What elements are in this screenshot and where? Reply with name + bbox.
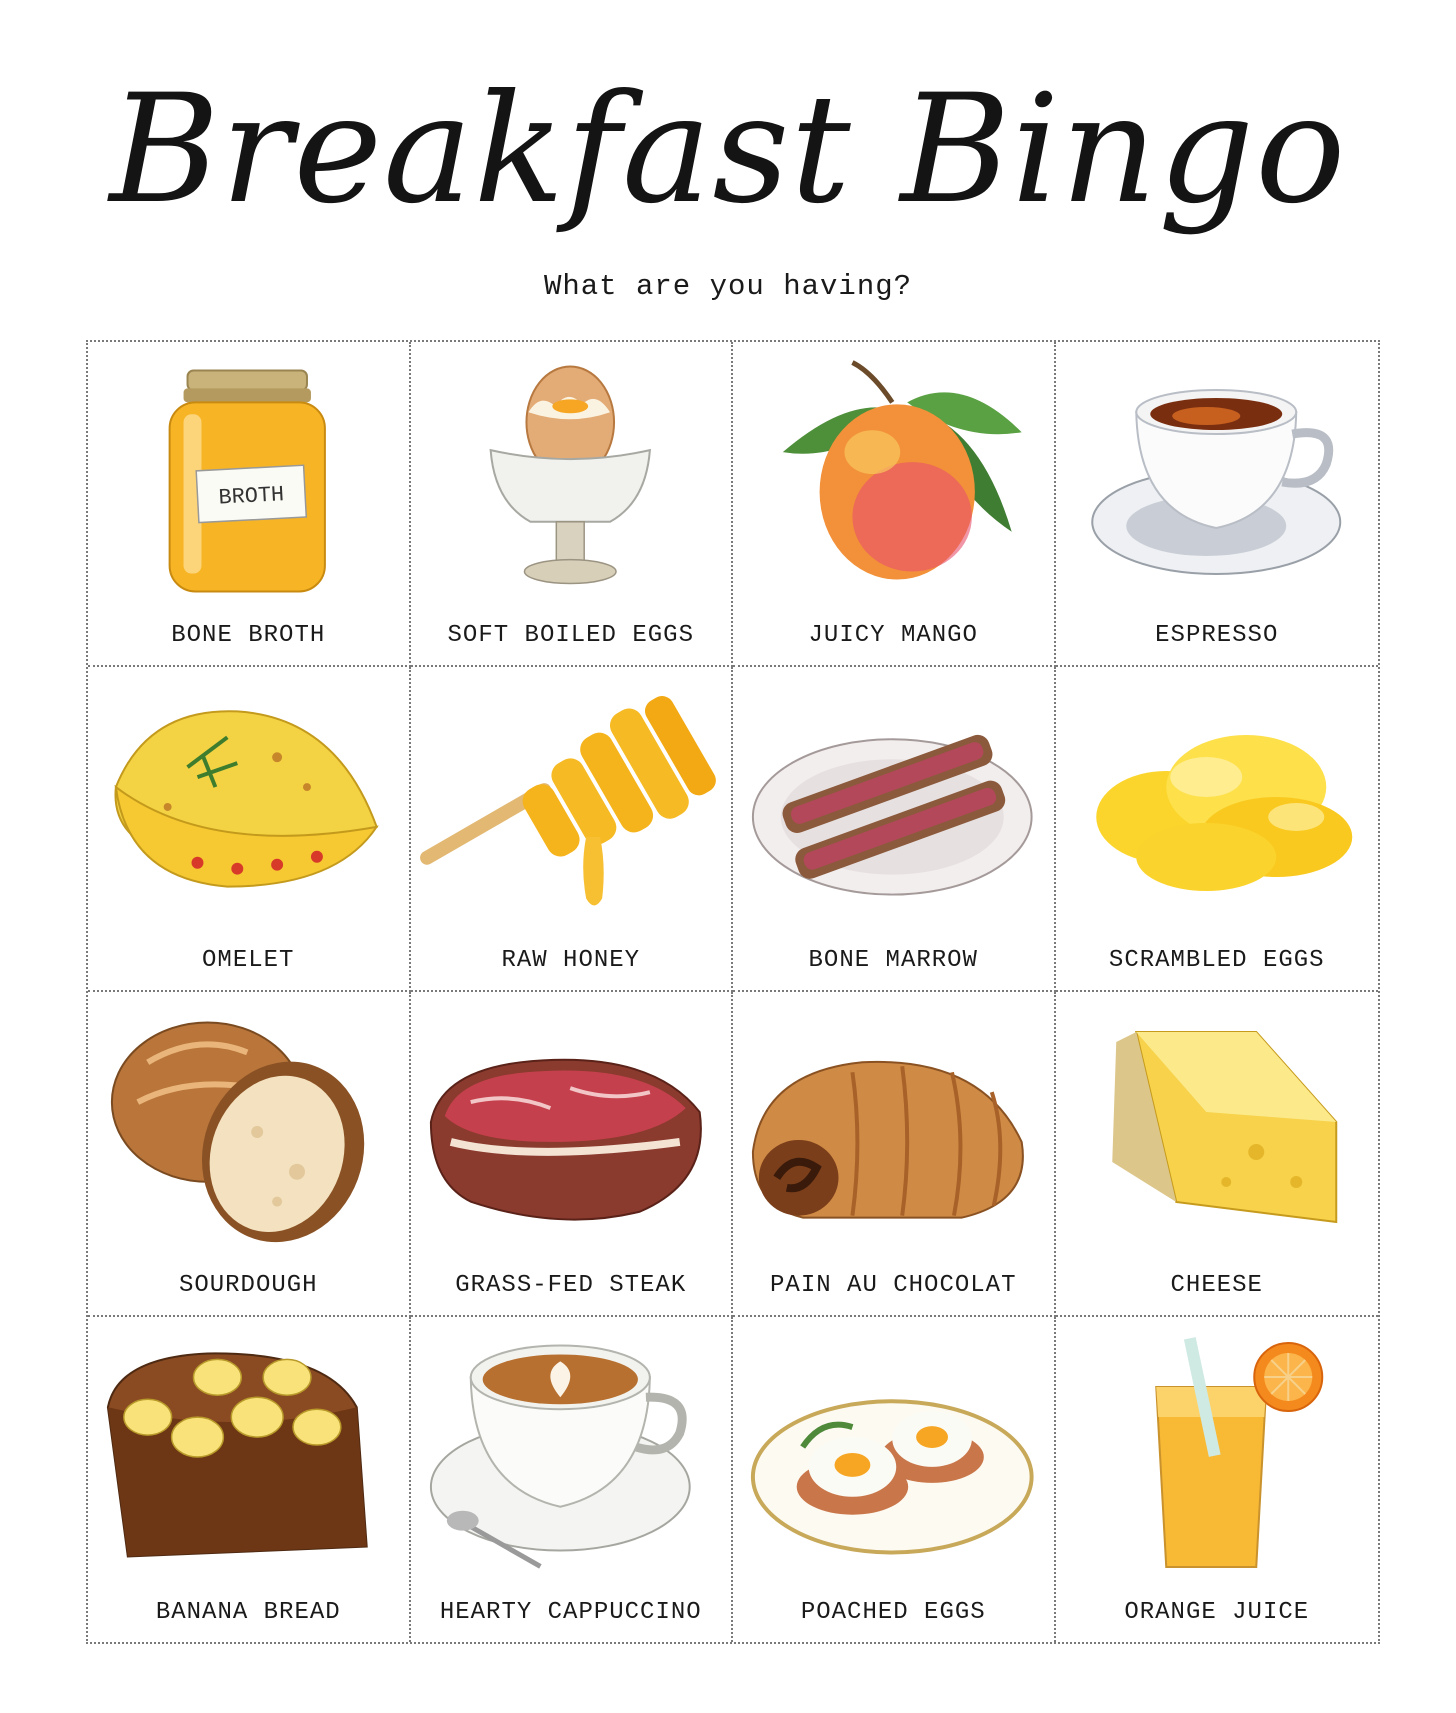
cell-label: SCRAMBLED EGGS xyxy=(1108,947,1325,974)
bingo-cell-banana-bread[interactable] xyxy=(88,1317,411,1642)
bingo-cell-orange-juice[interactable] xyxy=(1056,1317,1379,1642)
cell-label: HEARTY CAPPUCCINO xyxy=(439,1599,702,1626)
bingo-cell-sourdough[interactable] xyxy=(88,992,411,1317)
bingo-cell-pain-au-chocolat[interactable] xyxy=(733,992,1056,1317)
page-title: Breakfast Bingo xyxy=(109,63,1347,237)
cell-label: BANANA BREAD xyxy=(155,1599,341,1626)
mango-icon xyxy=(733,342,1054,612)
bingo-cell-grass-fed-steak[interactable] xyxy=(411,992,734,1317)
jar-label-text: BROTH xyxy=(217,482,285,511)
soft-boiled-egg-icon xyxy=(411,342,732,612)
espresso-cup-icon xyxy=(1056,342,1379,612)
bingo-cell-hearty-cappuccino[interactable] xyxy=(411,1317,734,1642)
bingo-cell-cheese[interactable] xyxy=(1056,992,1379,1317)
cappuccino-icon xyxy=(411,1317,732,1587)
bingo-cell-juicy-mango[interactable] xyxy=(733,342,1056,667)
bingo-grid xyxy=(86,340,1380,1644)
poached-eggs-icon xyxy=(733,1317,1054,1587)
scrambled-eggs-icon xyxy=(1056,667,1379,937)
cell-label: RAW HONEY xyxy=(501,947,641,974)
cell-label: CHEESE xyxy=(1170,1272,1263,1299)
cell-label: BONE BROTH xyxy=(171,622,326,649)
cell-label: SOURDOUGH xyxy=(178,1272,318,1299)
bingo-cell-bone-marrow[interactable] xyxy=(733,667,1056,992)
cell-label: BONE MARROW xyxy=(808,947,978,974)
bone-marrow-icon xyxy=(733,667,1054,937)
sourdough-bread-icon xyxy=(88,992,409,1262)
cheese-wedge-icon xyxy=(1056,992,1379,1262)
bingo-cell-raw-honey[interactable] xyxy=(411,667,734,992)
cell-label: ESPRESSO xyxy=(1155,622,1279,649)
pain-au-chocolat-icon xyxy=(733,992,1054,1262)
omelet-icon xyxy=(88,667,409,937)
bingo-cell-bone-broth[interactable] xyxy=(88,342,411,667)
banana-bread-icon xyxy=(88,1317,409,1587)
cell-label: JUICY MANGO xyxy=(808,622,978,649)
page-subtitle: What are you having? xyxy=(543,270,913,303)
honey-dipper-icon xyxy=(411,667,732,937)
broth-jar-icon xyxy=(88,342,409,612)
cell-label: OMELET xyxy=(202,947,295,974)
cell-label: POACHED EGGS xyxy=(800,1599,986,1626)
bingo-cell-scrambled-eggs[interactable] xyxy=(1056,667,1379,992)
bingo-cell-omelet[interactable] xyxy=(88,667,411,992)
steak-icon xyxy=(411,992,732,1262)
cell-label: ORANGE JUICE xyxy=(1124,1599,1310,1626)
cell-label: SOFT BOILED EGGS xyxy=(447,622,694,649)
cell-label: GRASS-FED STEAK xyxy=(455,1272,687,1299)
bingo-cell-soft-boiled-eggs[interactable] xyxy=(411,342,734,667)
bingo-cell-espresso[interactable] xyxy=(1056,342,1379,667)
bingo-cell-poached-eggs[interactable] xyxy=(733,1317,1056,1642)
orange-juice-icon xyxy=(1056,1317,1379,1587)
cell-label: PAIN AU CHOCOLAT xyxy=(770,1272,1017,1299)
